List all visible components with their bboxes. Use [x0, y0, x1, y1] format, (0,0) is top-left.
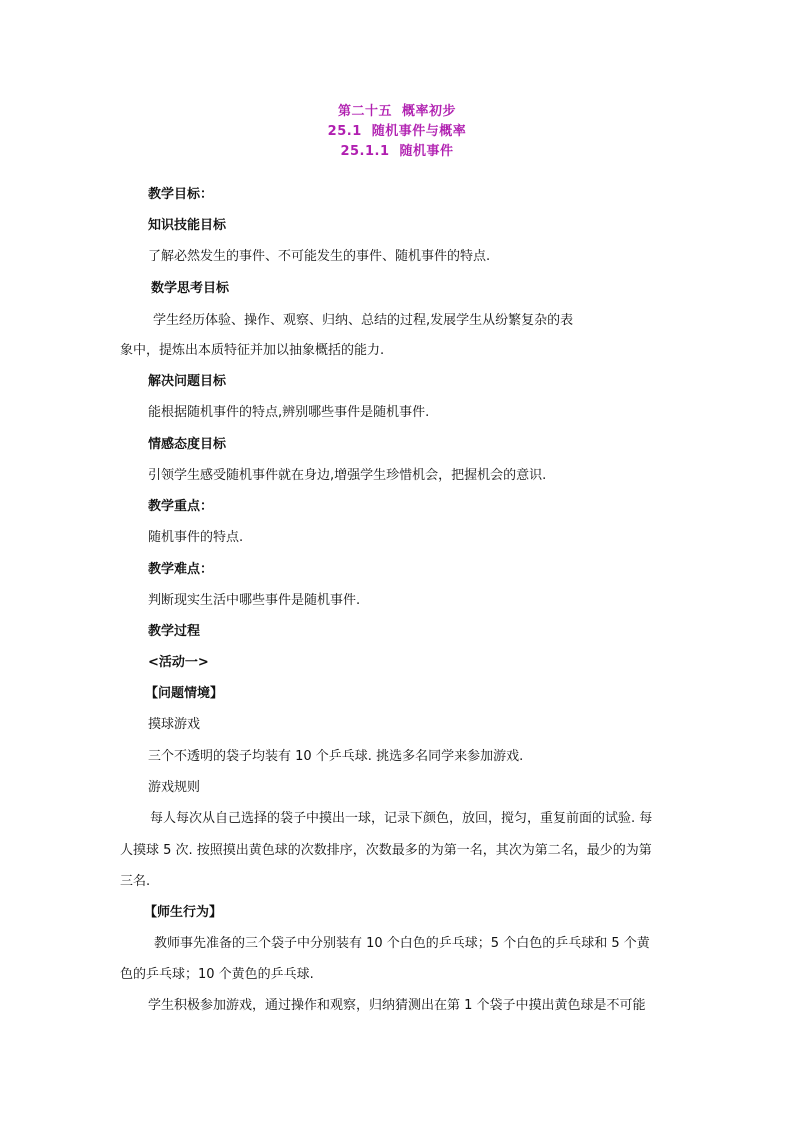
difficulties-text: 判断现实生活中哪些事件是随机事件. — [148, 593, 361, 608]
chapter-title: 第二十五 概率初步 — [337, 104, 457, 119]
rules-heading: 游戏规则 — [148, 780, 201, 795]
knowledge-heading: 知识技能目标 — [148, 218, 227, 233]
rules-text-2: 人摸球 5 次. 按照摸出黄色球的次数排序，次数最多的为第一名，其次为第二名，最少的为第 — [120, 843, 652, 858]
knowledge-text: 了解必然发生的事件、不可能发生的事件、随机事件的特点. — [148, 249, 491, 264]
student-text-1: 学生积极参加游戏，通过操作和观察，归纳猜测出在第 1 个袋子中摸出黄色球是不可能 — [148, 998, 646, 1013]
math-thinking-heading: 数学思考目标 — [151, 281, 230, 296]
problem-solving-heading: 解决问题目标 — [148, 374, 227, 389]
key-points-text: 随机事件的特点. — [148, 530, 244, 545]
rules-text-1: 每人每次从自己选择的袋子中摸出一球，记录下颜色，放回，搅匀，重复前面的试验. 每 — [150, 811, 653, 826]
game-intro: 三个不透明的袋子均装有 10 个乒乓球. 挑选多名同学来参加游戏. — [148, 749, 524, 764]
game-name: 摸球游戏 — [148, 717, 201, 732]
activity-one: <活动一> — [148, 655, 209, 670]
subsection-title: 25.1.1 随机事件 — [340, 144, 454, 159]
teaching-goals-heading: 教学目标： — [148, 187, 214, 202]
problem-solving-text: 能根据随机事件的特点,辨别哪些事件是随机事件. — [148, 405, 430, 420]
emotion-text: 引领学生感受随机事件就在身边,增强学生珍惜机会，把握机会的意识. — [148, 468, 547, 483]
math-thinking-text-1: 学生经历体验、操作、观察、归纳、总结的过程,发展学生从纷繁复杂的表 — [153, 313, 574, 328]
teacher-text-2: 色的乒乓球；10 个黄色的乒乓球. — [120, 967, 314, 982]
teacher-student-heading: 【师生行为】 — [144, 905, 223, 920]
emotion-heading: 情感态度目标 — [148, 437, 227, 452]
rules-text-3: 三名. — [120, 874, 151, 889]
problem-situation-heading: 【问题情境】 — [145, 686, 224, 701]
process-heading: 教学过程 — [148, 624, 201, 639]
difficulties-heading: 教学难点： — [148, 562, 214, 577]
section-title: 25.1 随机事件与概率 — [327, 124, 467, 139]
math-thinking-text-2: 象中，提炼出本质特征并加以抽象概括的能力. — [120, 343, 385, 358]
key-points-heading: 教学重点： — [148, 499, 214, 514]
teacher-text-1: 教师事先准备的三个袋子中分别装有 10 个白色的乒乓球；5 个白色的乒乓球和 5 个黄 — [154, 936, 650, 951]
